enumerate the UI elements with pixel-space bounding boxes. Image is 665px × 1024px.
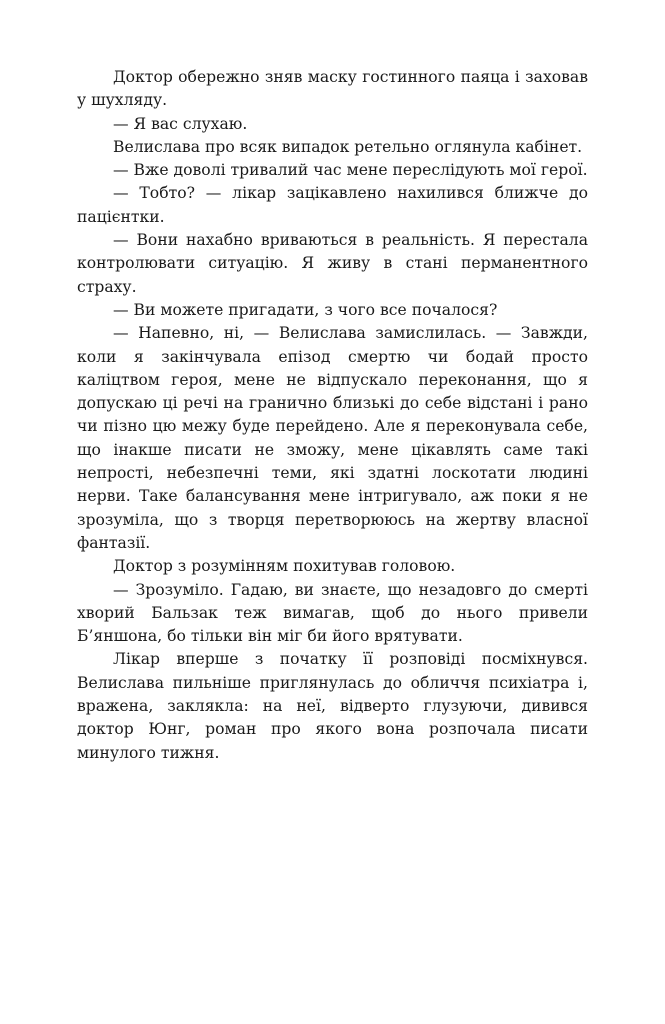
paragraph: — Тобто? — лікар зацікавлено нахилився ближче до пацієнтки. bbox=[77, 184, 588, 226]
paragraph: — Напевно, ні, — Велислава замислилась. — Завжди, коли я закінчувала епізод смертю чи бодай просто каліцтвом героя, мене не відпускало переконання, що я допускаю ці речі на гранично близькі до себе відстані і рано чи пізно цю межу буде перейдено. Але я переконувала себе, що інакше писати не зможу, мене цікавлять саме такі непрості, небезпечні теми, які здатні лоскотати людині нерви. Таке балансування мене інтригувало, аж поки я не зрозуміла, що з творця перетворююсь на жертву власної фантазії. bbox=[77, 324, 588, 552]
paragraph: — Я вас слухаю. bbox=[113, 114, 248, 133]
paragraph: Доктор обережно зняв маску гостинного паяца і заховав у шухляду. bbox=[77, 68, 588, 110]
paragraph: Велислава про всяк випадок ретельно оглянула кабінет. bbox=[113, 137, 583, 156]
book-page bbox=[77, 66, 588, 765]
paragraph: — Зрозуміло. Гадаю, ви знаєте, що незадовго до смерті хворий Бальзак теж вимагав, щоб до нього привели Б’яншона, бо тільки він міг би його врятувати. bbox=[77, 580, 588, 646]
paragraph: Доктор з розумінням похитував головою. bbox=[113, 557, 456, 576]
paragraph: Лікар вперше з початку її розповіді посміхнувся. Велислава пильніше приглянулась до обличчя психіатра і, вражена, заклякла: на неї, відверто глузуючи, дивився доктор Юнг, роман про якого вона розпочала писати минулого тижня. bbox=[77, 650, 588, 762]
paragraph: — Вони нахабно вриваються в реальність. Я перестала контролювати ситуацію. Я живу в стані перманентного страху. bbox=[77, 231, 588, 296]
paragraph: — Ви можете пригадати, з чого все почалося? bbox=[113, 300, 498, 319]
paragraph: — Вже доволі тривалий час мене переслідують мої герої. bbox=[113, 161, 588, 180]
